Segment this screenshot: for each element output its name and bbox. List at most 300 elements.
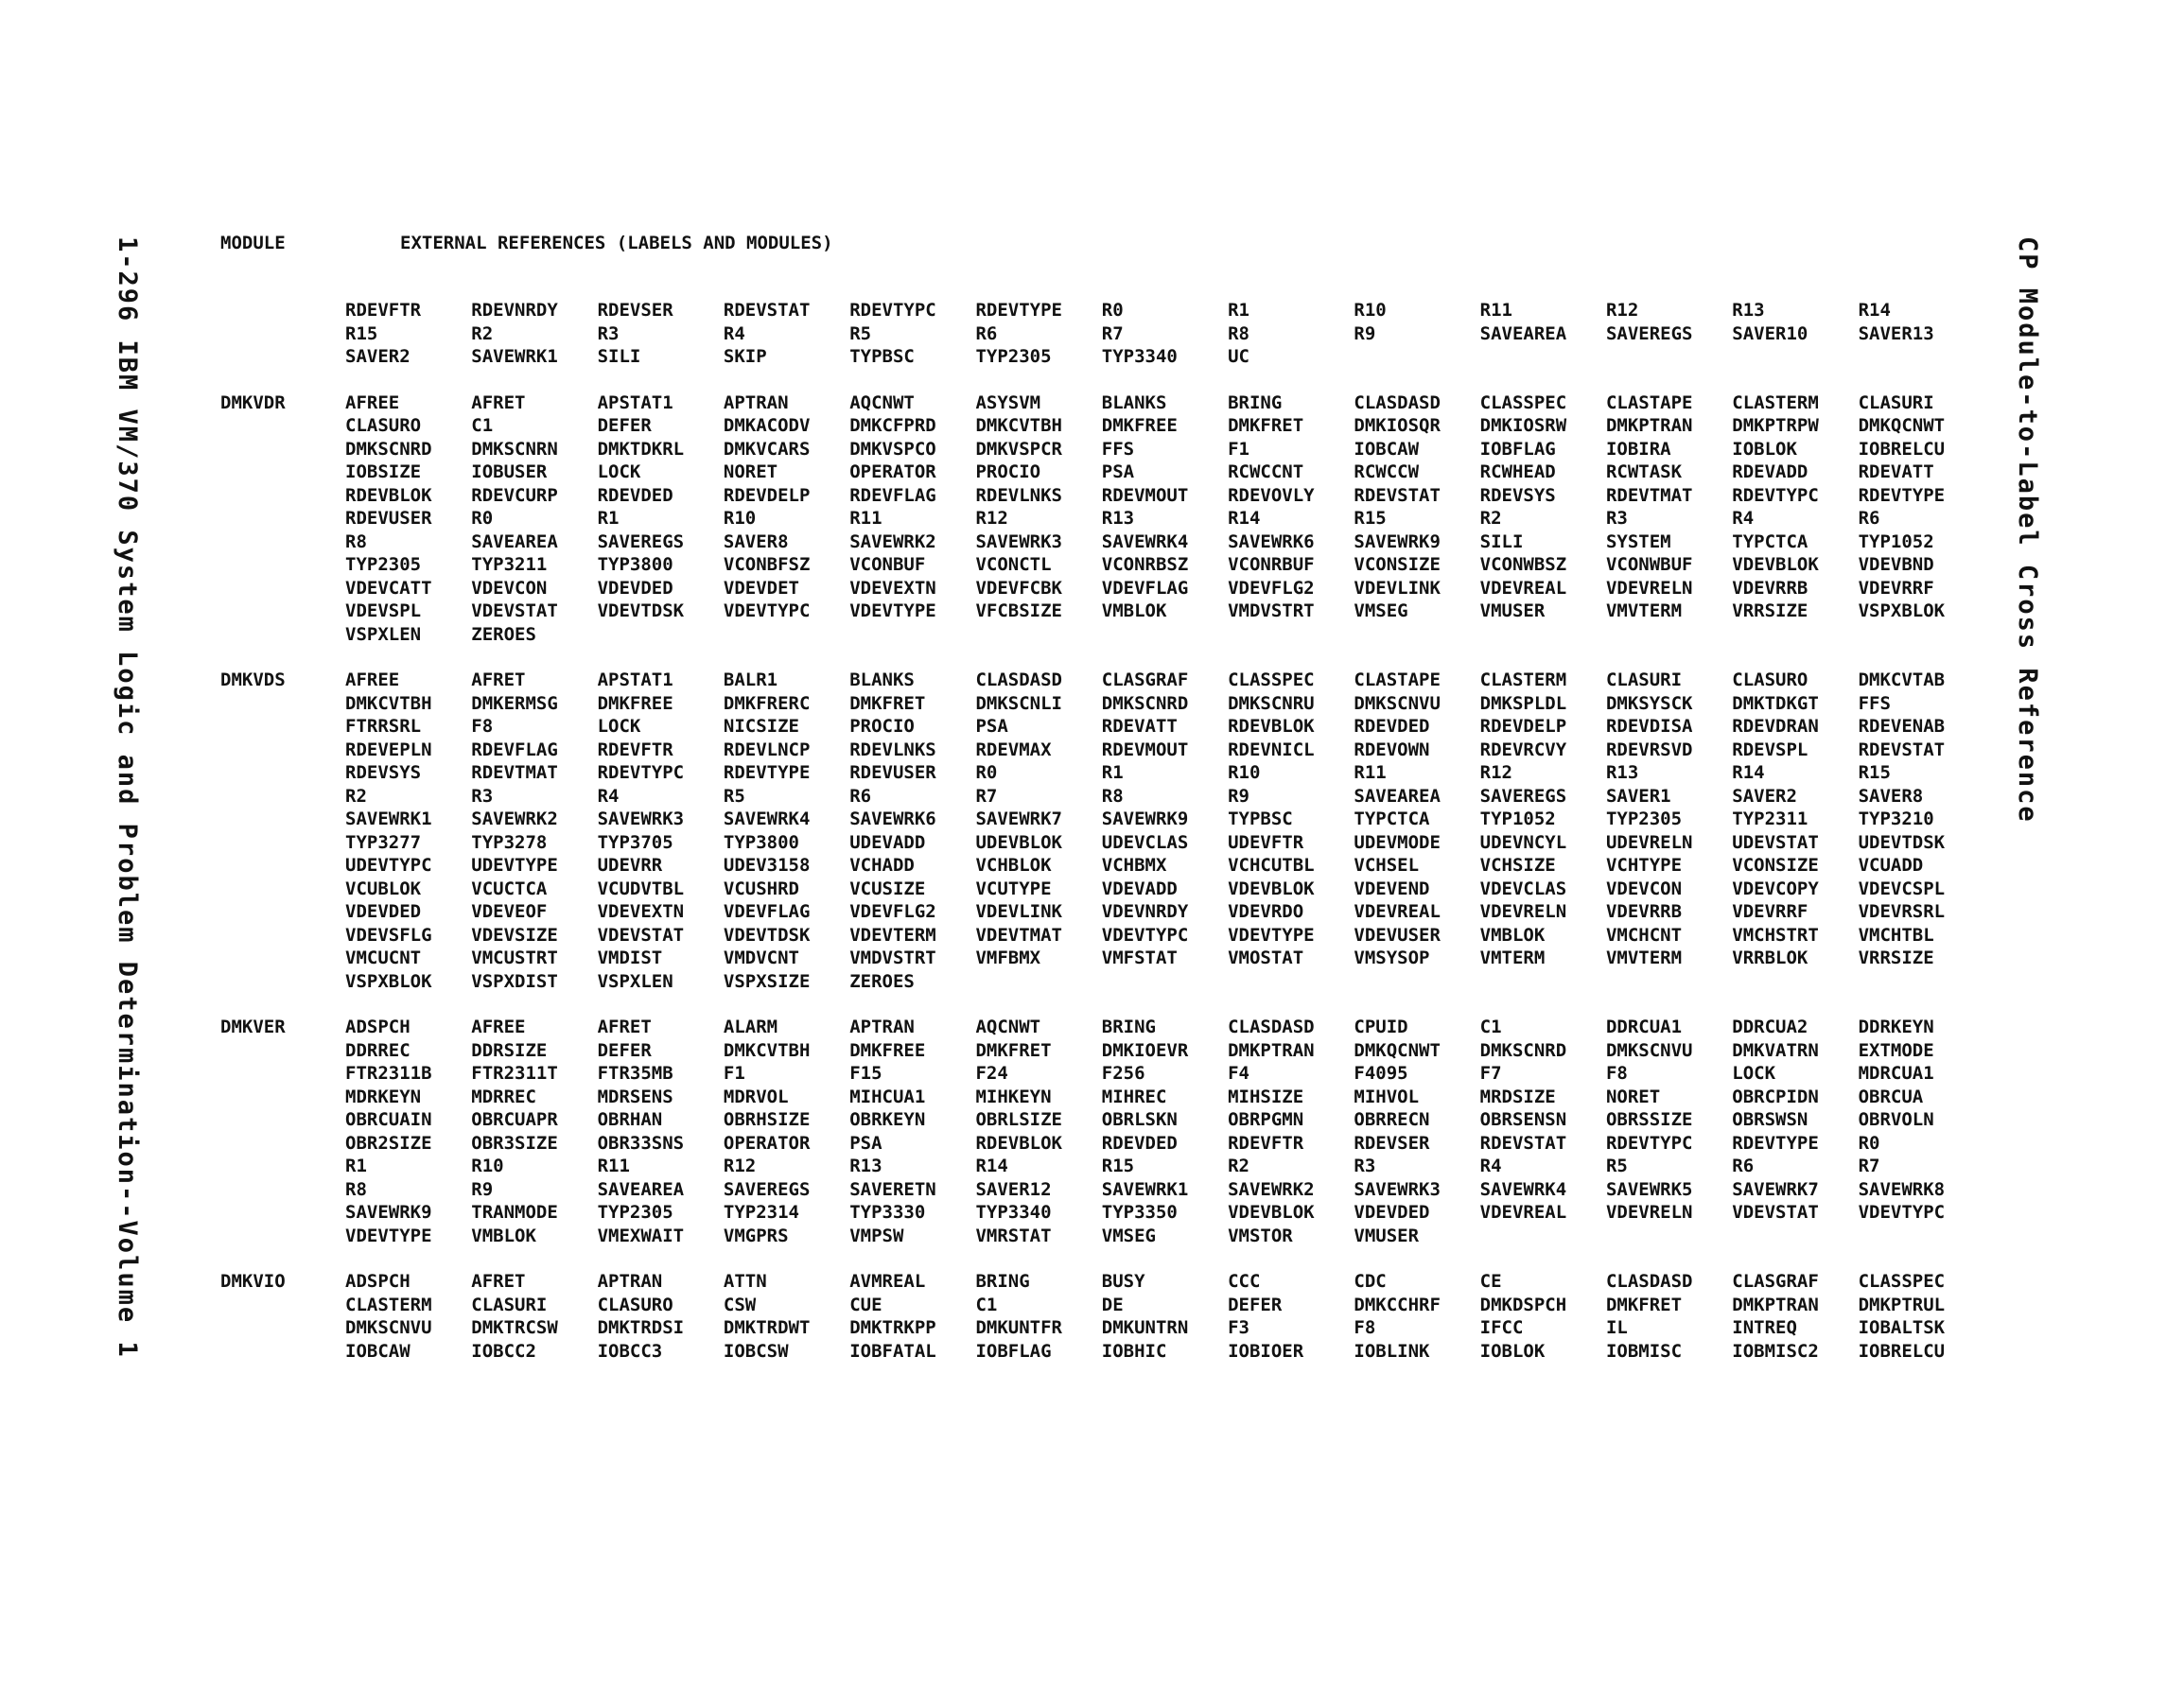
reference-label: VDEVTYPC (1858, 1202, 1946, 1223)
reference-label: VMUSER (1479, 600, 1546, 621)
reference-label: R11 (1479, 300, 1512, 321)
reference-label: VCONCTL (975, 554, 1052, 575)
reference-label: SAVEWRK3 (1354, 1178, 1441, 1200)
reference-label: TYP3350 (1101, 1202, 1178, 1223)
reference-label: VDEVDED (597, 577, 673, 599)
reference-label: VDEVRRF (1732, 901, 1808, 922)
reference-label: RDEVFTR (345, 300, 422, 321)
reference-label: VDEVRDO (1228, 901, 1304, 922)
reference-label: VDEVBLOK (1732, 554, 1819, 575)
reference-label: BALR1 (723, 670, 778, 690)
reference-label: IOBMISC (1605, 1340, 1683, 1362)
reference-label: R5 (1605, 1156, 1628, 1176)
reference-label: CLASDASD (1228, 1017, 1315, 1037)
reference-label: CPUID (1354, 1017, 1408, 1037)
reference-label: DMKSCNVU (1354, 692, 1441, 714)
reference-label: DMKERMSG (471, 692, 558, 714)
reference-label: TYP3211 (471, 554, 548, 575)
reference-label: VFCBSIZE (975, 600, 1062, 621)
module-section (220, 1016, 2018, 1247)
reference-label: APSTAT1 (597, 391, 673, 413)
reference-label: SAVEWRK5 (1605, 1178, 1693, 1200)
reference-label: DMKPTRAN (1605, 415, 1693, 436)
reference-label: DMKQCNWT (1354, 1039, 1441, 1061)
reference-label: OBR2SIZE (345, 1132, 432, 1154)
reference-label: VDEVEND (1354, 878, 1430, 899)
reference-label: R14 (1858, 300, 1891, 321)
reference-label: BLANKS (1101, 391, 1167, 413)
reference-label: RDEVTYPE (1858, 484, 1946, 506)
reference-label: SAVEWRK1 (471, 346, 558, 367)
reference-label: RDEVCURP (471, 484, 558, 506)
reference-label: DMKVSPCO (849, 438, 936, 460)
reference-label: VRRSIZE (1732, 600, 1808, 621)
reference-label: SAVER12 (975, 1178, 1052, 1200)
reference-label: R4 (723, 322, 745, 344)
reference-label: VDEVSTAT (471, 600, 558, 621)
reference-label: TYP3277 (345, 831, 422, 853)
reference-label: R5 (849, 322, 872, 344)
reference-label: VMDVSTRT (1228, 600, 1315, 621)
reference-label: DDRKEYN (1858, 1017, 1934, 1037)
reference-label: RDEVFLAG (849, 484, 936, 506)
reference-label: IOBLINK (1354, 1340, 1430, 1362)
reference-label: DEFER (597, 1039, 652, 1061)
reference-label: SAVEWRK4 (1101, 530, 1189, 552)
reference-label: DDRREC (345, 1039, 411, 1061)
reference-label: R11 (1354, 762, 1387, 783)
reference-label: R1 (597, 508, 620, 529)
module-section (220, 299, 2018, 369)
reference-label: IOBRELCU (1858, 438, 1946, 460)
reference-label: DMKTRKPP (849, 1317, 936, 1338)
reference-label: VDEVFCBK (975, 577, 1062, 599)
reference-label: FTR2311B (345, 1063, 432, 1084)
reference-label: VDEVBLOK (1228, 878, 1315, 899)
reference-label: VMDVSTRT (849, 948, 936, 968)
reference-label: VDEVTMAT (975, 924, 1062, 946)
reference-label: RDEVEPLN (345, 739, 432, 760)
reference-label: VMFSTAT (1101, 948, 1178, 968)
reference-label: R1 (1228, 300, 1249, 321)
reference-label: VMDVCNT (723, 948, 799, 968)
reference-label: VMBLOK (1101, 600, 1167, 621)
reference-label: SILI (1479, 530, 1524, 552)
reference-label: SAVEREGS (597, 530, 685, 552)
reference-label: CLASDASD (1354, 391, 1441, 413)
reference-label: R3 (471, 785, 494, 807)
reference-label: MIHSIZE (1228, 1086, 1304, 1107)
reference-label: VMSTOR (1228, 1225, 1293, 1246)
reference-label: IOBSIZE (345, 461, 422, 482)
reference-label: R2 (1479, 508, 1502, 529)
reference-label: VMSYSOP (1354, 948, 1430, 968)
reference-label: ASYSVM (975, 391, 1041, 413)
reference-label: IOBHIC (1101, 1340, 1167, 1362)
reference-label: CLASURO (597, 1294, 673, 1315)
reference-label: VDEVBLOK (1228, 1202, 1315, 1223)
reference-label: VCHSEL (1354, 855, 1420, 876)
reference-label: VDEVTYPE (849, 600, 936, 621)
reference-label: VDEVCATT (345, 577, 432, 599)
reference-label: RDEVATT (1858, 461, 1934, 482)
reference-label: DMKSYSCK (1605, 692, 1693, 714)
reference-label: OBR3SIZE (471, 1132, 558, 1154)
reference-label: R15 (1354, 508, 1387, 529)
reference-label: OBRRECN (1354, 1109, 1430, 1130)
reference-label: VMCHSTRT (1732, 924, 1819, 946)
reference-label: VMCHTBL (1858, 924, 1934, 946)
reference-label: RDEVSTAT (1858, 739, 1946, 760)
reference-label: VCHBLOK (975, 855, 1052, 876)
reference-label: SAVER8 (723, 530, 789, 552)
reference-label: R13 (1732, 300, 1765, 321)
reference-label: UDEVFTR (1228, 831, 1304, 853)
reference-label: PSA (975, 716, 1008, 737)
reference-label: VRRSIZE (1858, 948, 1934, 968)
reference-label: IOBIOER (1228, 1340, 1304, 1362)
reference-label: UDEVTYPE (471, 855, 558, 876)
reference-label: RDEVADD (1732, 461, 1808, 482)
reference-label: R12 (1605, 300, 1639, 321)
reference-label: VDEVDET (723, 577, 799, 599)
reference-label: VCHTYPE (1605, 855, 1683, 876)
reference-label: R1 (345, 1156, 367, 1176)
reference-label: PSA (1101, 461, 1135, 482)
reference-label: VDEVDED (1354, 1202, 1430, 1223)
reference-label: IOBFLAG (1479, 438, 1556, 460)
reference-label: SAVEWRK9 (1354, 530, 1441, 552)
reference-label: DMKTRCSW (471, 1317, 558, 1338)
reference-label: DMKSCNRN (471, 438, 558, 460)
right-margin-running-title: CP Module-to-Label Cross Reference (2013, 236, 2042, 824)
reference-label: R12 (723, 1156, 757, 1176)
reference-label: TYP1052 (1479, 809, 1556, 829)
reference-label: VDEVFLAG (723, 901, 811, 922)
reference-label: AFREE (345, 391, 400, 413)
reference-label: NICSIZE (723, 716, 799, 737)
reference-label: MDRVOL (723, 1086, 789, 1107)
reference-label: VDEVFLAG (1101, 577, 1189, 599)
reference-label: CLASTERM (1479, 670, 1567, 690)
reference-label: CLASURO (345, 415, 422, 436)
reference-label: BLANKS (849, 670, 915, 690)
reference-label: DMKCVTBH (975, 415, 1062, 436)
reference-label: VDEVTYPE (1228, 924, 1315, 946)
reference-label: DMKFREE (849, 1039, 926, 1061)
reference-label: UDEVSTAT (1732, 831, 1819, 853)
reference-label: F24 (975, 1063, 1008, 1084)
reference-label: SAVER8 (1858, 785, 1924, 807)
reference-label: VDEVRELN (1605, 577, 1693, 599)
reference-label: DMKTRDWT (723, 1317, 811, 1338)
reference-label: RDEVSYS (1479, 484, 1556, 506)
reference-label: RDEVDED (1101, 1132, 1178, 1154)
reference-label: AFRET (471, 670, 526, 690)
reference-label: IOBIRA (1605, 438, 1671, 460)
reference-label: CLASGRAF (1101, 670, 1189, 690)
reference-label: VMUSER (1354, 1225, 1420, 1246)
reference-label: R15 (1858, 762, 1891, 783)
reference-label: DMKSCNRD (345, 438, 432, 460)
module-name: DMKVDS (220, 670, 286, 690)
reference-label: RDEVDED (1354, 716, 1430, 737)
reference-label: PROCIO (849, 716, 915, 737)
reference-label: TYP2314 (723, 1202, 799, 1223)
reference-label: RDEVDED (597, 484, 673, 506)
reference-label: VDEVREAL (1479, 1202, 1567, 1223)
reference-label: AQCNWT (849, 391, 915, 413)
reference-label: IOBLOK (1479, 1340, 1546, 1362)
reference-label: ADSPCH (345, 1271, 411, 1292)
reference-label: SAVER2 (1732, 785, 1797, 807)
reference-list (345, 1016, 2018, 1247)
reference-label: DMKTDKRL (597, 438, 685, 460)
reference-label: SKIP (723, 346, 767, 367)
reference-label: ZEROES (849, 970, 915, 992)
reference-label: SAVEWRK7 (975, 809, 1062, 829)
reference-label: R6 (849, 785, 872, 807)
reference-label: RDEVTMAT (471, 762, 558, 783)
reference-label: RDEVMOUT (1101, 484, 1189, 506)
reference-label: VCONBFSZ (723, 554, 811, 575)
reference-label: RDEVDISA (1605, 716, 1693, 737)
reference-label: DMKUNTFR (975, 1317, 1062, 1338)
reference-label: VCUADD (1858, 855, 1924, 876)
reference-label: VCONRBUF (1228, 554, 1315, 575)
reference-label: DMKDSPCH (1479, 1294, 1567, 1315)
reference-label: RDEVBLOK (345, 484, 432, 506)
reference-label: VDEVLINK (1354, 577, 1441, 599)
reference-label: MRDSIZE (1479, 1086, 1556, 1107)
reference-label: VSPXDIST (471, 970, 558, 992)
reference-list (345, 1270, 2018, 1363)
reference-label: VDEVREAL (1354, 901, 1441, 922)
reference-label: VDEVSTAT (1732, 1202, 1819, 1223)
reference-label: VMSEG (1354, 600, 1408, 621)
reference-label: RDEVRCVY (1479, 739, 1567, 760)
reference-label: SAVEWRK4 (1479, 1178, 1567, 1200)
reference-label: IOBCC2 (471, 1340, 536, 1362)
reference-label: CLASTAPE (1354, 670, 1441, 690)
reference-label: VDEVADD (1101, 878, 1178, 899)
reference-label: VCONWBUF (1605, 554, 1693, 575)
reference-label: SAVEWRK7 (1732, 1178, 1819, 1200)
reference-label: R9 (1228, 785, 1249, 807)
reference-label: RDEVFLAG (471, 739, 558, 760)
reference-label: OBRLSIZE (975, 1109, 1062, 1130)
reference-label: TYPCTCA (1354, 809, 1430, 829)
reference-label: R1 (1101, 762, 1124, 783)
reference-label: F8 (1354, 1317, 1376, 1338)
reference-label: OPERATOR (723, 1132, 811, 1154)
module-column-header: MODULE (220, 233, 286, 253)
reference-label: R0 (471, 508, 494, 529)
reference-label: R9 (471, 1178, 494, 1200)
reference-label: VCUSIZE (849, 878, 926, 899)
reference-label: IOBALTSK (1858, 1317, 1946, 1338)
reference-label: R2 (345, 785, 367, 807)
reference-label: APTRAN (849, 1017, 915, 1037)
reference-label: R3 (1354, 1156, 1376, 1176)
reference-label: RDEVLNKS (975, 484, 1062, 506)
reference-label: DMKSCNRD (1101, 692, 1189, 714)
reference-label: OPERATOR (849, 461, 936, 482)
reference-label: DMKQCNWT (1858, 415, 1946, 436)
reference-label: DMKIOSQR (1354, 415, 1441, 436)
reference-label: AVMREAL (849, 1271, 926, 1292)
reference-label: SAVEWRK6 (1228, 530, 1315, 552)
reference-label: F256 (1101, 1063, 1145, 1084)
reference-label: VCUDVTBL (597, 878, 685, 899)
reference-label: VMCUCNT (345, 948, 422, 968)
reference-label: MDRCUA1 (1858, 1063, 1934, 1084)
reference-label: CCC (1228, 1271, 1261, 1292)
reference-label: SAVEWRK6 (849, 809, 936, 829)
reference-label: SAVER2 (345, 346, 411, 367)
reference-label: C1 (1479, 1017, 1502, 1037)
reference-label: OBRHAN (597, 1109, 663, 1130)
reference-label: DMKVCARS (723, 438, 811, 460)
reference-label: VMCHCNT (1605, 924, 1683, 946)
reference-label: LOCK (1732, 1063, 1776, 1084)
reference-label: R12 (1479, 762, 1512, 783)
reference-label: DMKSCNLI (975, 692, 1062, 714)
reference-label: AFREE (345, 670, 400, 690)
reference-label: UDEVCLAS (1101, 831, 1189, 853)
reference-label: VDEVCON (1605, 878, 1683, 899)
module-name: DMKVER (220, 1017, 286, 1037)
reference-label: OBRCUAPR (471, 1109, 558, 1130)
reference-label: SAVEWRK1 (345, 809, 432, 829)
reference-label: C1 (975, 1294, 998, 1315)
reference-label: AFRET (597, 1017, 652, 1037)
reference-label: R4 (1479, 1156, 1502, 1176)
reference-label: DMKFREE (1101, 415, 1178, 436)
reference-label: R0 (1858, 1132, 1880, 1154)
reference-label: RDEVSTAT (723, 300, 811, 321)
reference-label: RDEVTYPE (1732, 1132, 1819, 1154)
reference-label: VCONSIZE (1354, 554, 1441, 575)
reference-label: F4 (1228, 1063, 1249, 1084)
reference-label: DEFER (1228, 1294, 1283, 1315)
reference-label: DMKCCHRF (1354, 1294, 1441, 1315)
reference-label: RDEVSTAT (1354, 484, 1441, 506)
reference-label: IOBCC3 (597, 1340, 663, 1362)
reference-label: DMKPTRAN (1732, 1294, 1819, 1315)
reference-label: SAVER1 (1605, 785, 1671, 807)
reference-label: VDEVEOF (471, 901, 548, 922)
refs-column-header: EXTERNAL REFERENCES (LABELS AND MODULES) (400, 233, 833, 253)
reference-label: R3 (1605, 508, 1628, 529)
reference-label: VMPSW (849, 1225, 904, 1246)
reference-label: R13 (1605, 762, 1639, 783)
reference-label: VMCUSTRT (471, 948, 558, 968)
reference-label: MIHCUA1 (849, 1086, 926, 1107)
reference-label: VDEVRELN (1479, 901, 1567, 922)
reference-label: DMKFRET (1228, 415, 1304, 436)
reference-label: DMKCVTBH (345, 692, 432, 714)
reference-label: R4 (1732, 508, 1755, 529)
reference-label: RDEVLNCP (723, 739, 811, 760)
reference-label: SAVEAREA (597, 1178, 685, 1200)
reference-label: DMKPTRAN (1228, 1039, 1315, 1061)
reference-label: RDEVTYPC (597, 762, 685, 783)
reference-label: RDEVTYPC (1732, 484, 1819, 506)
reference-label: CE (1479, 1271, 1502, 1292)
reference-label: FFS (1101, 438, 1135, 460)
reference-label: CLASSPEC (1228, 670, 1315, 690)
reference-label: RDEVSER (597, 300, 673, 321)
reference-label: VSPXLEN (597, 970, 673, 992)
reference-label: F3 (1228, 1317, 1249, 1338)
reference-label: F4095 (1354, 1063, 1408, 1084)
reference-label: SAVEREGS (723, 1178, 811, 1200)
reference-label: VMTERM (1479, 948, 1546, 968)
reference-label: IOBRELCU (1858, 1340, 1946, 1362)
reference-label: IOBFATAL (849, 1340, 936, 1362)
reference-label: R8 (1101, 785, 1124, 807)
reference-label: TYP2305 (597, 1202, 673, 1223)
reference-label: R2 (471, 322, 494, 344)
reference-label: CLASURI (471, 1294, 548, 1315)
reference-label: VMOSTAT (1228, 948, 1304, 968)
reference-label: UDEVRELN (1605, 831, 1693, 853)
reference-label: IOBUSER (471, 461, 548, 482)
reference-label: VCHSIZE (1479, 855, 1556, 876)
reference-label: CLASTAPE (1605, 391, 1693, 413)
reference-label: RCWHEAD (1479, 461, 1556, 482)
reference-label: TYPBSC (849, 346, 915, 367)
reference-label: R15 (1101, 1156, 1135, 1176)
reference-label: TYP3705 (597, 831, 673, 853)
reference-label: TYP3278 (471, 831, 548, 853)
reference-label: R6 (1732, 1156, 1755, 1176)
table-header (220, 233, 833, 253)
reference-label: OBRSENSN (1479, 1109, 1567, 1130)
reference-label: R3 (597, 322, 620, 344)
reference-label: DMKFRERC (723, 692, 811, 714)
reference-label: OBRPGMN (1228, 1109, 1304, 1130)
reference-list (345, 299, 2018, 369)
reference-label: TYP2311 (1732, 809, 1808, 829)
reference-label: TYP3330 (849, 1202, 926, 1223)
reference-label: CLASSPEC (1479, 391, 1567, 413)
reference-label: CLASSPEC (1858, 1271, 1946, 1292)
reference-label: F1 (723, 1063, 745, 1084)
reference-label: VSPXBLOK (345, 970, 432, 992)
reference-label: TYP2305 (1605, 809, 1683, 829)
reference-label: DMKFREE (597, 692, 673, 714)
reference-label: CDC (1354, 1271, 1387, 1292)
module-section (220, 1270, 2018, 1363)
reference-label: RCWTASK (1605, 461, 1683, 482)
reference-label: SYSTEM (1605, 530, 1671, 552)
reference-label: DMKUNTRN (1101, 1317, 1189, 1338)
reference-label: VDEVCLAS (1479, 878, 1567, 899)
reference-label: R8 (345, 530, 367, 552)
reference-label: R7 (1101, 322, 1124, 344)
reference-label: VDEVSIZE (471, 924, 558, 946)
reference-label: RDEVSPL (1732, 739, 1808, 760)
reference-label: MIHREC (1101, 1086, 1167, 1107)
reference-label: R8 (1228, 322, 1249, 344)
reference-label: R6 (975, 322, 998, 344)
reference-label: R2 (1228, 1156, 1249, 1176)
reference-label: VDEVRRF (1858, 577, 1934, 599)
reference-label: LOCK (597, 461, 641, 482)
reference-label: UDEVTDSK (1858, 831, 1946, 853)
